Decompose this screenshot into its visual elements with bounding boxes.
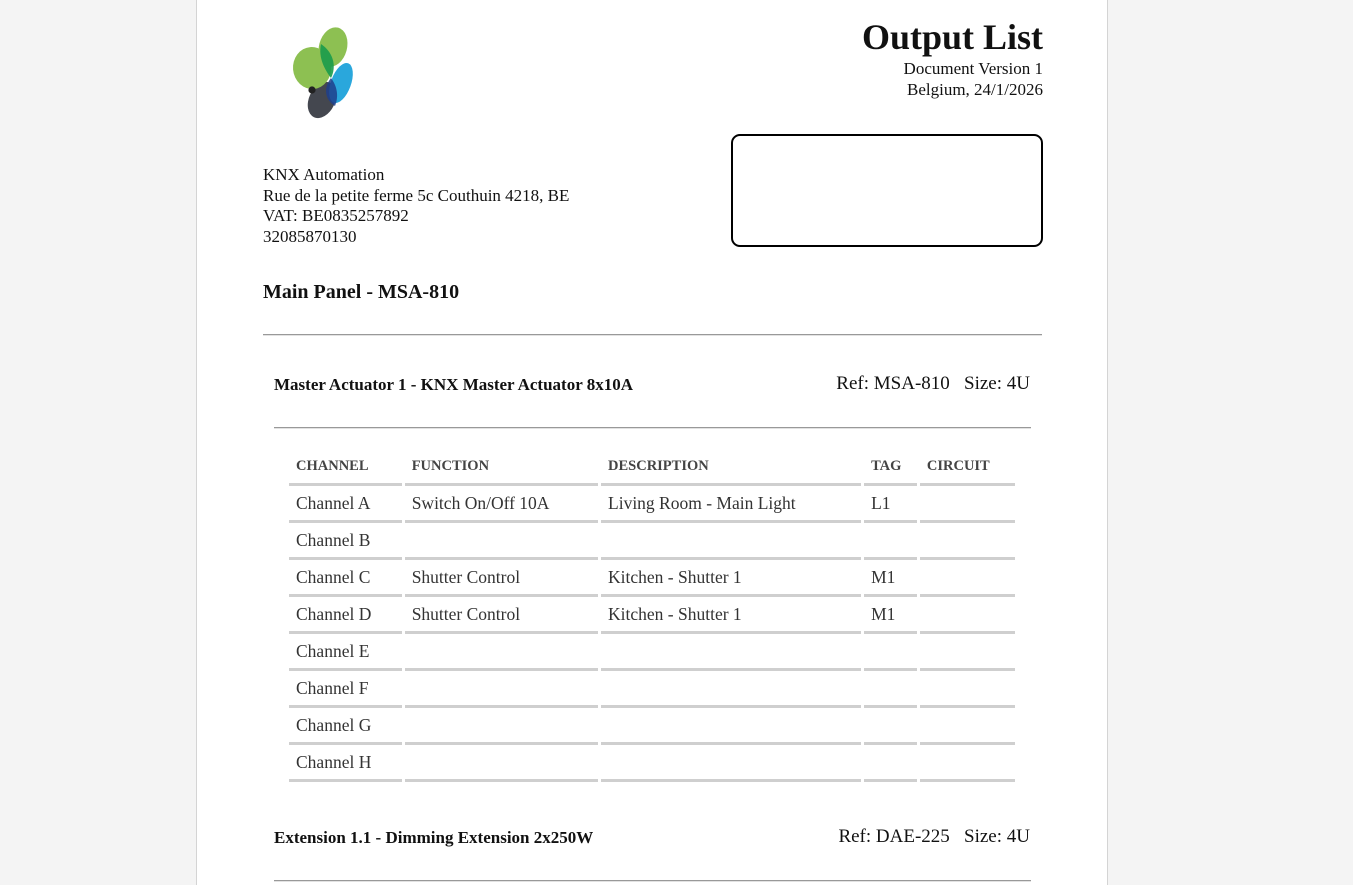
- cell-description: [601, 523, 861, 560]
- cell-channel: Channel C: [289, 560, 402, 597]
- cell-function: [405, 745, 598, 782]
- output-table: [286, 450, 1018, 782]
- device-meta: [836, 373, 1030, 395]
- cell-function: Switch On/Off 10A: [405, 486, 598, 523]
- cell-channel: Channel A: [289, 486, 402, 523]
- column-header-circuit: CIRCUIT: [920, 450, 1015, 486]
- cell-tag: [864, 671, 917, 708]
- device-name: Master Actuator 1 - KNX Master Actuator 8x10A: [274, 375, 633, 394]
- cell-tag: [864, 708, 917, 745]
- device-ref: Ref: DAE-225: [838, 826, 950, 847]
- cell-channel: Channel F: [289, 671, 402, 708]
- cell-function: Shutter Control: [405, 597, 598, 634]
- column-header-function: FUNCTION: [405, 450, 598, 486]
- cell-description: [601, 745, 861, 782]
- company-name: KNX Automation: [263, 165, 385, 184]
- device-divider: [274, 880, 1031, 882]
- table-row: [289, 745, 1015, 782]
- cell-circuit: [920, 597, 1015, 634]
- table-row: [289, 671, 1015, 708]
- document-version: Document Version 1: [903, 59, 1043, 78]
- table-row: [289, 560, 1015, 597]
- cell-description: Living Room - Main Light: [601, 486, 861, 523]
- cell-channel: Channel G: [289, 708, 402, 745]
- document-header: [862, 16, 1043, 100]
- cell-tag: M1: [864, 560, 917, 597]
- table-row: [289, 634, 1015, 671]
- device-size: Size: 4U: [964, 373, 1030, 394]
- panel-title: Main Panel - MSA-810: [263, 281, 460, 303]
- company-logo-icon: [285, 22, 365, 122]
- cell-channel: Channel B: [289, 523, 402, 560]
- company-address: Rue de la petite ferme 5c Couthuin 4218, BE: [263, 185, 570, 205]
- cell-description: Kitchen - Shutter 1: [601, 560, 861, 597]
- company-info: [263, 165, 569, 247]
- table-row: [289, 486, 1015, 523]
- panel-divider: [263, 334, 1042, 336]
- cell-channel: Channel H: [289, 745, 402, 782]
- cell-circuit: [920, 745, 1015, 782]
- cell-description: [601, 671, 861, 708]
- recipient-address-box: [731, 134, 1043, 247]
- cell-tag: L1: [864, 486, 917, 523]
- cell-function: [405, 523, 598, 560]
- cell-circuit: [920, 560, 1015, 597]
- cell-circuit: [920, 486, 1015, 523]
- cell-tag: [864, 634, 917, 671]
- column-header-tag: TAG: [864, 450, 917, 486]
- document-place-date: Belgium, 24/1/2026: [907, 80, 1043, 99]
- cell-function: Shutter Control: [405, 560, 598, 597]
- column-header-description: DESCRIPTION: [601, 450, 861, 486]
- column-header-channel: CHANNEL: [289, 450, 402, 486]
- cell-tag: [864, 523, 917, 560]
- table-row: [289, 597, 1015, 634]
- cell-circuit: [920, 708, 1015, 745]
- cell-description: [601, 634, 861, 671]
- cell-circuit: [920, 634, 1015, 671]
- cell-description: [601, 708, 861, 745]
- cell-function: [405, 634, 598, 671]
- cell-channel: Channel E: [289, 634, 402, 671]
- cell-tag: M1: [864, 597, 917, 634]
- company-phone: 32085870130: [263, 226, 357, 246]
- company-vat: VAT: BE0835257892: [263, 206, 409, 225]
- document-page: [196, 0, 1108, 885]
- table-row: [289, 708, 1015, 745]
- device-size: Size: 4U: [964, 826, 1030, 847]
- cell-circuit: [920, 523, 1015, 560]
- device-ref: Ref: MSA-810: [836, 373, 950, 394]
- device-divider: [274, 427, 1031, 429]
- device-meta: [838, 826, 1030, 848]
- device-name: Extension 1.1 - Dimming Extension 2x250W: [274, 828, 594, 847]
- table-row: [289, 523, 1015, 560]
- document-title: Output List: [861, 17, 1043, 57]
- cell-tag: [864, 745, 917, 782]
- cell-description: Kitchen - Shutter 1: [601, 597, 861, 634]
- cell-channel: Channel D: [289, 597, 402, 634]
- table-header-row: [289, 450, 1015, 486]
- cell-circuit: [920, 671, 1015, 708]
- cell-function: [405, 671, 598, 708]
- cell-function: [405, 708, 598, 745]
